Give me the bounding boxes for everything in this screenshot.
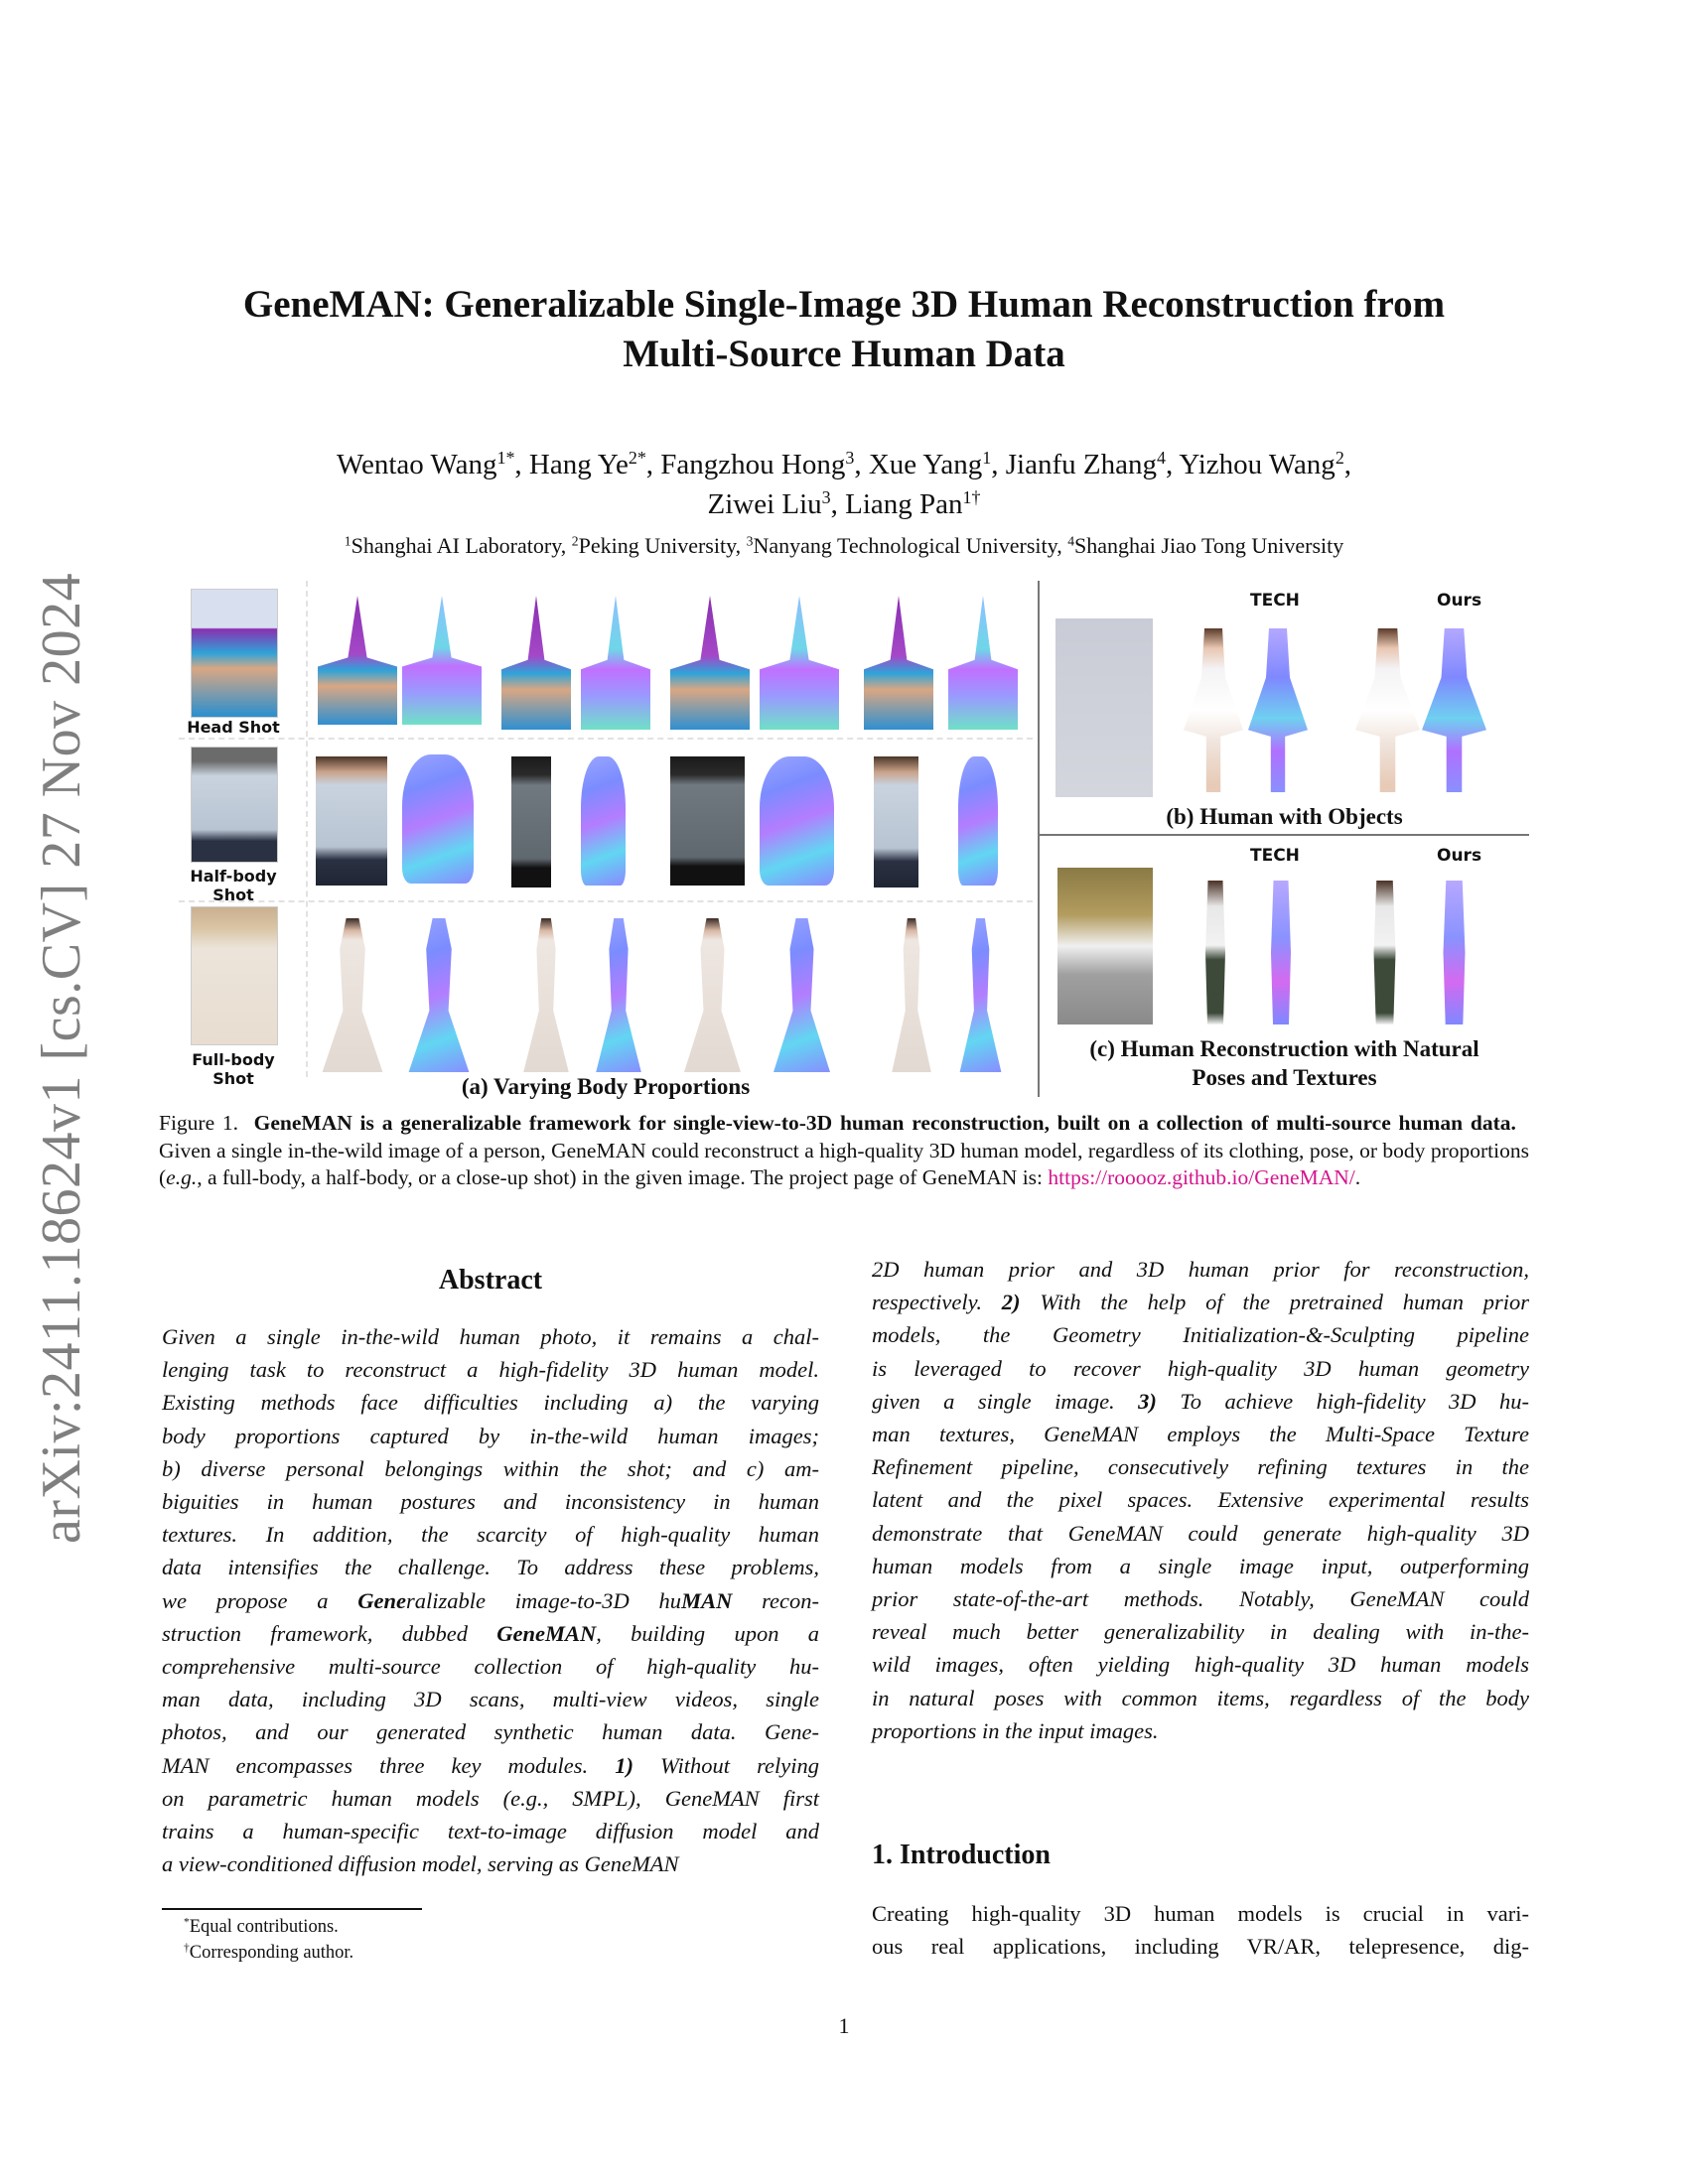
project-page-link[interactable]: https://rooooz.github.io/GeneMAN/: [1048, 1165, 1355, 1189]
paper-title: [0, 280, 1688, 379]
author: Wentao Wang$^{1*}$: [336, 448, 515, 480]
panel-c-label: (c) Human Reconstruction with Natural Poses and Textures: [1089, 1036, 1479, 1090]
author: Hang $Ye^{2*}$: [528, 448, 646, 480]
panel-a-varying-body-proportions: [179, 581, 1033, 1107]
normal-render-side: [589, 918, 648, 1072]
text-line: on parametric human models (e.g., SMPL), GeneMAN first: [162, 1785, 819, 1811]
rgb-render-side: [501, 596, 571, 730]
caption-prefix: Figure 1.: [159, 1111, 239, 1135]
rgb-render-side-2: [886, 918, 937, 1072]
input-image-full-body-shot: [191, 906, 278, 1045]
ours-rgb-render: [1355, 628, 1420, 792]
caption-bold: GeneMAN is a generalizable framework for single-view-to-3D human reconstruction, built on a collection of multi-source human data.: [253, 1111, 1516, 1135]
page-number: 1: [838, 2013, 850, 2038]
text-line: biguities in human postures and inconsistency in human: [162, 1489, 819, 1515]
text-line: reveal much better generalizability in dealing with in-the-: [872, 1619, 1529, 1645]
normal-render-back: [760, 756, 834, 886]
footnote-rule: [162, 1908, 422, 1910]
normal-render-side-2: [958, 756, 998, 886]
footnote: †Corresponding author.: [184, 1942, 354, 1963]
panel-c-natural-poses-textures: [1040, 836, 1529, 1114]
author-list: [0, 445, 1688, 524]
arxiv-identifier-stamp: arXiv:2411.18624v1 [cs.CV] 27 Nov 2024: [31, 572, 92, 1544]
row-label: Full-body Shot: [192, 1050, 275, 1088]
method-label-tech: TECH: [1250, 591, 1300, 611]
text-line: Existing methods face difficulties including a) the varying: [162, 1390, 819, 1416]
rgb-render-front: [318, 596, 397, 725]
text-line: proportions in the input images.: [872, 1717, 1159, 1743]
author: Ziwei Liu$^3$: [707, 487, 831, 520]
rgb-render-front: [313, 918, 392, 1072]
normal-render-side: [581, 756, 626, 886]
author: Liang Pan$^{1\dagger}$: [845, 487, 981, 520]
text-line: 2D human prior and 3D human prior for reconstruction,: [872, 1257, 1529, 1282]
rgb-render-side: [516, 918, 576, 1072]
normal-render-side-2: [948, 596, 1018, 730]
abstract-left-column: [162, 1320, 819, 1880]
author: Xue Yang$^1$: [868, 448, 992, 480]
text-line: prior state-of-the-art methods. Notably, GeneMAN could: [872, 1586, 1529, 1612]
row-label: Half-body Shot: [190, 867, 277, 904]
abstract-heading: Abstract: [438, 1265, 543, 1296]
row-half-body-shot: [179, 745, 1033, 903]
text-line: given a single image. 3) To achieve high-fidelity 3D hu-: [872, 1388, 1529, 1414]
text-line: latent and the pixel spaces. Extensive experimental results: [872, 1487, 1529, 1513]
panel-a-label: (a) Varying Body Proportions: [461, 1074, 751, 1099]
normal-render-side-2: [953, 918, 1008, 1072]
input-image-woman: [1057, 868, 1153, 1024]
text-line: struction framework, dubbed GeneMAN, building upon a: [162, 1620, 819, 1646]
panel-b-label: (b) Human with Objects: [1166, 804, 1403, 829]
introduction-body: [872, 1897, 1529, 1963]
author: Fangzhou Hong$^3$: [660, 448, 855, 480]
text-line: Creating high-quality 3D human models is crucial in vari-: [872, 1901, 1529, 1926]
rgb-render-side-2: [874, 756, 918, 887]
input-image-head-shot: [191, 589, 278, 718]
author-line-1: Wentao Wang$^{1*}$, Hang $Ye^{2*}$, Fangzhou Hong$^3$, Xue Yang$^1$, Jianfu Zhang$^4$, Yizhou Wang$^2$,: [336, 448, 1352, 480]
text-line: respectively. 2) With the help of the pretrained human prior: [872, 1290, 1529, 1315]
rgb-render-back: [670, 756, 745, 886]
author: Jianfu Zhang$^4$: [1005, 448, 1166, 480]
text-line: trains a human-specific text-to-image diffusion model and: [162, 1819, 819, 1844]
text-line: data intensifies the challenge. To address these problems,: [162, 1555, 819, 1580]
normal-render-back: [760, 596, 839, 730]
author: Yizhou Wang$^2$: [1179, 448, 1344, 480]
ours-rgb-render: [1357, 881, 1412, 1024]
text-line: man data, including 3D scans, multi-view videos, single: [162, 1687, 819, 1712]
input-image-half-body-shot: [191, 747, 278, 863]
text-line: human models from a single image input, outperforming: [872, 1553, 1529, 1578]
rgb-render-back: [670, 596, 750, 730]
text-line: models, the Geometry Initialization-&-Sculpting pipeline: [872, 1322, 1529, 1348]
normal-render-back: [765, 918, 839, 1072]
normal-render-side: [581, 596, 650, 730]
abstract-right-column: [872, 1253, 1529, 1747]
normal-render-front: [402, 754, 474, 884]
introduction-heading: 1. Introduction: [872, 1840, 1051, 1870]
text-line: Refinement pipeline, consecutively refining textures in the: [872, 1454, 1529, 1480]
text-line: Given a single in-the-wild human photo, it remains a chal-: [162, 1324, 819, 1349]
text-line: ous real applications, including VR/AR, telepresence, dig-: [872, 1934, 1529, 1960]
figure-1: [179, 581, 1529, 1117]
text-line: demonstrate that GeneMAN could generate high-quality 3D: [872, 1520, 1529, 1546]
text-line: textures. In addition, the scarcity of high-quality human: [162, 1522, 819, 1548]
text-line: wild images, often yielding high-quality 3D human models: [872, 1652, 1529, 1678]
ours-normal-render: [1422, 628, 1486, 792]
text-line: comprehensive multi-source collection of high-quality hu-: [162, 1654, 819, 1680]
method-label-ours: Ours: [1437, 591, 1482, 611]
row-label: Head Shot: [187, 718, 280, 737]
affiliations: $^1$Shanghai AI Laboratory, $^2$Peking University, $^3$Nanyang Technological University, $^4$Shanghai Jiao Tong University: [344, 533, 1344, 558]
tech-normal-render: [1256, 881, 1306, 1024]
normal-render-front: [399, 918, 479, 1072]
figure-caption: Figure 1. GeneMAN is a generalizable framework for single-view-to-3D human reconstruction, built on a collection of multi-source human data. Given a single in-the-wild image of a person, GeneMAN could reconstruct a high-quality 3D human model, regardless of its clothing, pose, or body proportions (e.g., a full-body, a half-body, or a close-up shot) in the given image. The project page of GeneMAN is: https://rooooz.github.io/GeneMAN/.: [159, 1111, 1529, 1189]
text-line: MAN encompasses three key modules. 1) Without relying: [162, 1752, 819, 1778]
row-head-shot: [179, 581, 1033, 740]
text-line: man textures, GeneMAN employs the Multi-Space Texture: [872, 1422, 1529, 1447]
title-line-1: GeneMAN: Generalizable Single-Image 3D Human Reconstruction from: [242, 283, 1446, 326]
text-line: in natural poses with common items, regardless of the body: [872, 1685, 1529, 1710]
ours-normal-render: [1427, 881, 1481, 1024]
input-image-girl: [1055, 618, 1153, 797]
normal-render-front: [402, 596, 482, 725]
text-line: we propose a Generalizable image-to-3D huMAN recon-: [162, 1587, 819, 1613]
tech-rgb-render: [1184, 628, 1243, 792]
title-line-2: Multi-Source Human Data: [623, 333, 1065, 375]
footnotes: [184, 1914, 353, 1966]
method-label-tech: TECH: [1250, 846, 1300, 866]
rgb-render-side-2: [864, 596, 933, 730]
author-line-2: Ziwei Liu$^3$, Liang Pan$^{1\dagger}$: [707, 487, 981, 520]
text-line: b) diverse personal belongings within the shot; and c) am-: [162, 1455, 819, 1481]
text-line: photos, and our generated synthetic human data. Gene-: [162, 1719, 819, 1745]
rgb-render-back: [675, 918, 750, 1072]
rgb-render-side: [511, 756, 551, 887]
text-line: body proportions captured by in-the-wild human images;: [162, 1423, 819, 1448]
tech-normal-render: [1248, 628, 1308, 792]
text-line: is leveraged to recover high-quality 3D human geometry: [872, 1355, 1529, 1381]
panel-b-human-with-objects: [1040, 581, 1529, 834]
rgb-render-front: [316, 756, 387, 886]
method-label-ours: Ours: [1437, 846, 1482, 866]
text-line: lenging task to reconstruct a high-fidelity 3D human model.: [162, 1357, 819, 1383]
text-line: a view-conditioned diffusion model, serving as GeneMAN: [162, 1851, 679, 1877]
tech-rgb-render: [1191, 881, 1240, 1024]
footnote: *Equal contributions.: [184, 1916, 339, 1937]
